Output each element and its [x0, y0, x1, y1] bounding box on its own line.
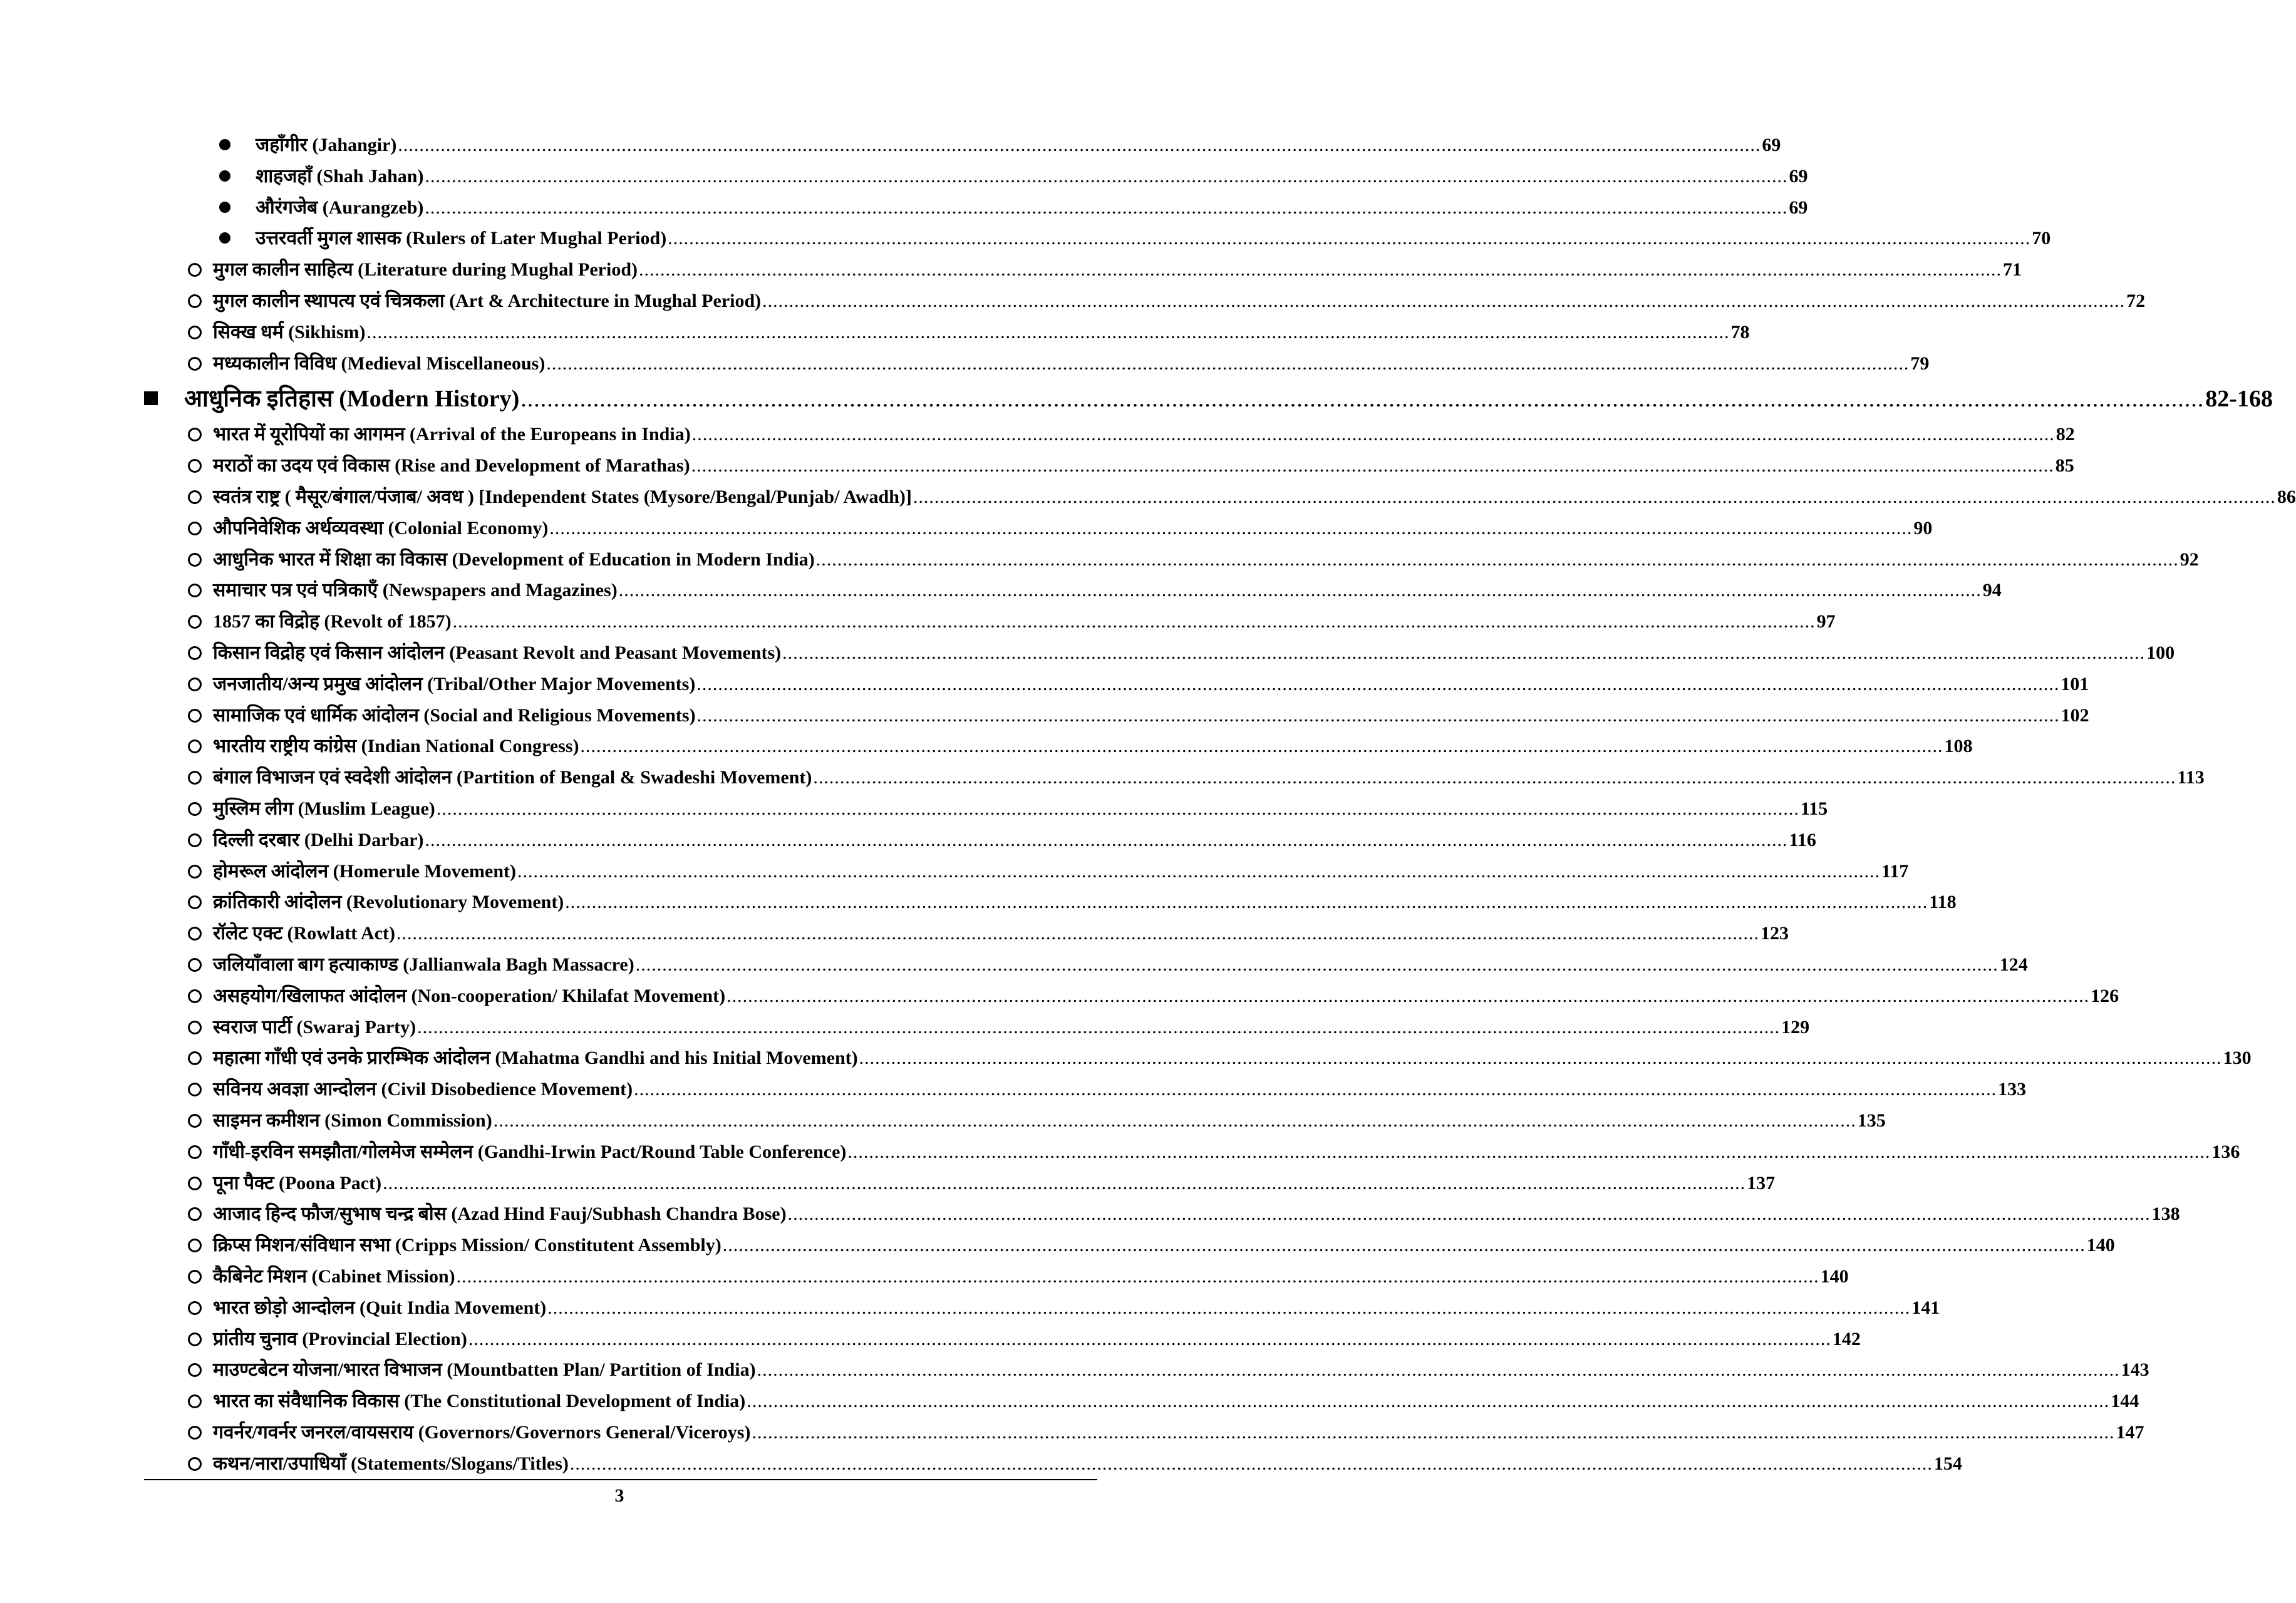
- dot-leader: [747, 1389, 2109, 1414]
- toc-entry-title: कैबिनेट मिशन (Cabinet Mission): [213, 1266, 455, 1287]
- dot-leader: [565, 890, 1928, 915]
- hollow-circle-bullet-icon: [188, 1083, 202, 1096]
- toc-entry-page: 115: [1800, 798, 1828, 819]
- toc-entry-title: कथन/नारा/उपाधियाँ (Statements/Slogans/Titles): [213, 1453, 569, 1474]
- toc-entry-page: 133: [1998, 1079, 2027, 1100]
- toc-entry-title: आधुनिक इतिहास (Modern History): [184, 386, 520, 413]
- toc-entry-page: 118: [1929, 892, 1957, 913]
- dot-leader: [425, 828, 1788, 853]
- toc-entry-page: 78: [1730, 321, 1750, 343]
- dot-leader: [437, 796, 1799, 822]
- toc-entry[interactable]: [188, 351, 1930, 376]
- toc-entry[interactable]: [188, 672, 2089, 697]
- dot-leader: [417, 1015, 1780, 1040]
- toc-entry-page: 136: [2211, 1141, 2240, 1162]
- toc-entry-title: मुगल कालीन स्थापत्य एवं चित्रकला (Art & Architecture in Mughal Period): [213, 291, 762, 311]
- toc-entry-page: 147: [2116, 1422, 2144, 1443]
- hollow-circle-bullet-icon: [188, 646, 202, 660]
- dot-leader: [549, 516, 1912, 541]
- dot-leader: [425, 164, 1787, 189]
- toc-entry-page: 140: [1820, 1266, 1849, 1287]
- toc-entry-title: जहाँगीर (Jahangir): [256, 135, 397, 155]
- toc-entry[interactable]: [188, 890, 1957, 915]
- toc-entry-title: महात्मा गाँधी एवं उनके प्रारम्भिक आंदोलन (Mahatma Gandhi and his Initial Movement): [213, 1048, 858, 1069]
- toc-entry-page: 140: [2086, 1235, 2115, 1256]
- hollow-circle-bullet-icon: [188, 740, 202, 753]
- toc-entry[interactable]: [188, 952, 2028, 977]
- toc-entry-page: 79: [1910, 353, 1930, 374]
- toc-entry[interactable]: [188, 1046, 2252, 1071]
- dot-leader: [634, 1077, 1997, 1102]
- hollow-circle-bullet-icon: [188, 428, 202, 441]
- toc-entry-title: प्रांतीय चुनाव (Provincial Election): [213, 1328, 467, 1349]
- footer-divider: [144, 1479, 1097, 1480]
- toc-entry-title: सविनय अवज्ञा आन्दोलन (Civil Disobedience Movement): [213, 1079, 633, 1100]
- toc-entry-page: 70: [2032, 228, 2051, 249]
- filled-circle-bullet-icon: [219, 139, 230, 150]
- toc-entry[interactable]: [188, 921, 1789, 946]
- toc-entry[interactable]: [188, 289, 2146, 314]
- hollow-circle-bullet-icon: [188, 1114, 202, 1128]
- dot-leader: [859, 1046, 2222, 1071]
- toc-entry[interactable]: [219, 164, 1808, 189]
- toc-entry[interactable]: [188, 1077, 2027, 1102]
- toc-entry[interactable]: [188, 516, 1933, 541]
- toc-entry-title: आधुनिक भारत में शिक्षा का विकास (Development of Education in Modern India): [213, 549, 815, 570]
- hollow-circle-bullet-icon: [188, 1270, 202, 1284]
- toc-entry-title: होमरूल आंदोलन (Homerule Movement): [213, 860, 517, 882]
- toc-entry-page: 137: [1747, 1172, 1776, 1193]
- toc-entry-page: 129: [1781, 1016, 1810, 1038]
- dot-leader: [782, 641, 2145, 666]
- toc-entry-title: माउण्टबेटन योजना/भारत विभाजन (Mountbatten Plan/ Partition of India): [213, 1359, 756, 1381]
- dot-leader: [547, 1296, 1910, 1321]
- toc-entry-title: सामाजिक एवं धार्मिक आंदोलन (Social and Religious Movements): [213, 704, 696, 726]
- toc-entry-title: गाँधी-इरविन समझौता/गोलमेज सम्मेलन (Gandhi-Irwin Pact/Round Table Conference): [213, 1141, 847, 1162]
- dot-leader: [383, 1171, 1745, 1196]
- hollow-circle-bullet-icon: [188, 1457, 202, 1471]
- toc-entry[interactable]: [188, 1140, 2240, 1165]
- dot-leader: [396, 921, 1759, 946]
- hollow-circle-bullet-icon: [188, 989, 202, 1003]
- hollow-circle-bullet-icon: [188, 615, 202, 629]
- toc-entry-page: 113: [2177, 767, 2205, 788]
- toc-entry-page: 72: [2126, 291, 2146, 311]
- dot-leader: [468, 1327, 1831, 1352]
- toc-entry[interactable]: [219, 133, 1781, 158]
- hollow-circle-bullet-icon: [188, 1332, 202, 1346]
- hollow-circle-bullet-icon: [188, 865, 202, 879]
- toc-entry[interactable]: [188, 734, 1973, 759]
- dot-leader: [520, 383, 2204, 415]
- hollow-circle-bullet-icon: [188, 833, 202, 847]
- toc-entry-title: जनजातीय/अन्य प्रमुख आंदोलन (Tribal/Other Major Movements): [213, 673, 696, 694]
- filled-circle-bullet-icon: [219, 232, 230, 244]
- dot-leader: [517, 859, 1880, 884]
- hollow-circle-bullet-icon: [188, 709, 202, 723]
- toc-entry-title: बंगाल विभाजन एवं स्वदेशी आंदोलन (Partition of Bengal & Swadeshi Movement): [213, 767, 812, 788]
- toc-entry-page: 108: [1944, 736, 1973, 757]
- toc-entry[interactable]: [188, 578, 2002, 603]
- toc-entry[interactable]: [188, 257, 2022, 282]
- toc-entry-page: 123: [1761, 923, 1789, 944]
- dot-leader: [813, 765, 2176, 790]
- dot-leader: [692, 422, 2055, 447]
- toc-entry-page: 126: [2091, 985, 2119, 1006]
- dot-leader: [425, 195, 1787, 220]
- toc-entry-title: समाचार पत्र एवं पत्रिकाएँ (Newspapers and Magazines): [213, 580, 618, 601]
- toc-entry-title: मराठों का उदय एवं विकास (Rise and Development of Marathas): [213, 455, 690, 477]
- toc-entry-title: भारतीय राष्ट्रीय कांग्रेस (Indian National Congress): [213, 736, 579, 757]
- toc-entry-page: 154: [1933, 1453, 1962, 1474]
- toc-entry-title: क्रांतिकारी आंदोलन (Revolutionary Movement): [213, 892, 564, 913]
- hollow-circle-bullet-icon: [188, 263, 202, 277]
- hollow-circle-bullet-icon: [188, 553, 202, 567]
- toc-entry-page: 135: [1857, 1110, 1886, 1131]
- toc-entry-title: उत्तरवर्ती मुगल शासक (Rulers of Later Mughal Period): [256, 228, 667, 249]
- filled-circle-bullet-icon: [219, 202, 230, 213]
- dot-leader: [457, 1264, 1819, 1289]
- toc-entry-page: 142: [1832, 1328, 1861, 1349]
- toc-entry-title: 1857 का विद्रोह (Revolt of 1857): [213, 611, 452, 632]
- hollow-circle-bullet-icon: [188, 1426, 202, 1440]
- toc-entry[interactable]: [188, 485, 2296, 510]
- toc-entry-page: 144: [2111, 1391, 2139, 1412]
- page-number: 3: [614, 1485, 624, 1506]
- square-bullet-icon: [144, 391, 158, 405]
- toc-entry[interactable]: [188, 320, 1750, 345]
- toc-entry-page: 100: [2146, 642, 2175, 663]
- hollow-circle-bullet-icon: [188, 771, 202, 785]
- toc-entry-page: 143: [2121, 1359, 2149, 1381]
- toc-entry[interactable]: [188, 1108, 1886, 1133]
- toc-entry-title: औपनिवेशिक अर्थव्यवस्था (Colonial Economy): [213, 517, 549, 539]
- dot-leader: [847, 1140, 2210, 1165]
- toc-entry-title: भारत में यूरोपियों का आगमन (Arrival of the Europeans in India): [213, 424, 691, 445]
- toc-entry[interactable]: [188, 765, 2205, 790]
- toc-entry[interactable]: [188, 1358, 2149, 1383]
- hollow-circle-bullet-icon: [188, 459, 202, 473]
- hollow-circle-bullet-icon: [188, 1145, 202, 1159]
- dot-leader: [367, 320, 1730, 345]
- hollow-circle-bullet-icon: [188, 490, 202, 504]
- toc-entry-page: 85: [2055, 455, 2074, 477]
- toc-entry-page: 69: [1789, 197, 1808, 218]
- hollow-circle-bullet-icon: [188, 326, 202, 339]
- toc-entry[interactable]: [188, 1202, 2180, 1227]
- toc-section-heading[interactable]: [144, 383, 2273, 415]
- hollow-circle-bullet-icon: [188, 1207, 202, 1221]
- toc-entry-page: 71: [2003, 259, 2022, 281]
- toc-entry-page: 82: [2056, 424, 2075, 445]
- hollow-circle-bullet-icon: [188, 584, 202, 597]
- toc-entry[interactable]: [188, 1264, 1849, 1289]
- dot-leader: [494, 1108, 1856, 1133]
- toc-entry[interactable]: [188, 1451, 1962, 1477]
- dot-leader: [639, 257, 2002, 282]
- dot-leader: [816, 547, 2179, 572]
- toc-entry[interactable]: [188, 1015, 1810, 1040]
- toc-entry-title: मुगल कालीन साहित्य (Literature during Mughal Period): [213, 259, 638, 281]
- toc-entry[interactable]: [188, 609, 1836, 634]
- hollow-circle-bullet-icon: [188, 1021, 202, 1034]
- toc-entry-title: असहयोग/खिलाफत आंदोलन (Non-cooperation/ Khilafat Movement): [213, 985, 726, 1006]
- toc-entry-page: 116: [1789, 829, 1816, 850]
- toc-entry-title: स्वराज पार्टी (Swaraj Party): [213, 1016, 416, 1038]
- hollow-circle-bullet-icon: [188, 927, 202, 941]
- dot-leader: [723, 1233, 2086, 1258]
- hollow-circle-bullet-icon: [188, 1239, 202, 1252]
- toc-entry-page: 101: [2061, 673, 2089, 694]
- toc-entry[interactable]: [188, 796, 1828, 822]
- dot-leader: [788, 1202, 2151, 1227]
- dot-leader: [691, 453, 2054, 478]
- dot-leader: [668, 226, 2030, 251]
- toc-entry-title: साइमन कमीशन (Simon Commission): [213, 1110, 492, 1131]
- toc-entry[interactable]: [188, 1327, 1861, 1352]
- toc-entry[interactable]: [188, 703, 2089, 728]
- toc-entry-title: मुस्लिम लीग (Muslim League): [213, 798, 435, 819]
- toc-entry[interactable]: [188, 1296, 1940, 1321]
- hollow-circle-bullet-icon: [188, 357, 202, 371]
- hollow-circle-bullet-icon: [188, 1301, 202, 1315]
- toc-entry[interactable]: [219, 226, 2051, 251]
- hollow-circle-bullet-icon: [188, 1177, 202, 1190]
- toc-entry[interactable]: [188, 1233, 2115, 1258]
- toc-entry-page: 82-168: [2205, 386, 2273, 413]
- toc-entry[interactable]: [188, 547, 2199, 572]
- dot-leader: [398, 133, 1761, 158]
- toc-entry-title: किसान विद्रोह एवं किसान आंदोलन (Peasant Revolt and Peasant Movements): [213, 642, 782, 663]
- toc-entry[interactable]: [219, 195, 1808, 220]
- toc-entry-page: 69: [1789, 165, 1808, 187]
- hollow-circle-bullet-icon: [188, 678, 202, 691]
- toc-entry-title: स्वतंत्र राष्ट्र ( मैसूर/बंगाल/पंजाब/ अवध ) [Independent States (Mysore/Bengal/Punjab/ Awadh)]: [213, 487, 912, 507]
- hollow-circle-bullet-icon: [188, 958, 202, 972]
- toc-entry-page: 94: [1982, 580, 2002, 601]
- hollow-circle-bullet-icon: [188, 1363, 202, 1377]
- hollow-circle-bullet-icon: [188, 1394, 202, 1408]
- toc-entry-page: 90: [1913, 517, 1933, 539]
- toc-entry[interactable]: [188, 641, 2175, 666]
- toc-entry-title: जलियाँवाला बाग हत्याकाण्ड (Jallianwala Bagh Massacre): [213, 954, 634, 975]
- dot-leader: [453, 609, 1816, 634]
- toc-entry-page: 69: [1762, 135, 1781, 155]
- dot-leader: [757, 1358, 2120, 1383]
- toc-entry-page: 102: [2061, 704, 2089, 726]
- hollow-circle-bullet-icon: [188, 522, 202, 535]
- toc-entry[interactable]: [188, 828, 1816, 853]
- toc-entry-title: भारत का संवैधानिक विकास (The Constitutional Development of India): [213, 1391, 746, 1412]
- toc-entry-page: 138: [2151, 1204, 2180, 1225]
- toc-entry-page: 130: [2223, 1048, 2252, 1069]
- toc-entry-title: भारत छोड़ो आन्दोलन (Quit India Movement): [213, 1297, 547, 1318]
- dot-leader: [580, 734, 1943, 759]
- dot-leader: [570, 1451, 1933, 1477]
- toc-entry-page: 141: [1911, 1297, 1940, 1318]
- toc-entry-title: मध्यकालीन विविध (Medieval Miscellaneous): [213, 353, 546, 374]
- filled-circle-bullet-icon: [219, 170, 230, 182]
- dot-leader: [697, 703, 2060, 728]
- toc-entry-title: शाहजहाँ (Shah Jahan): [256, 165, 424, 187]
- toc-entry-page: 124: [1999, 954, 2028, 975]
- dot-leader: [913, 485, 2276, 510]
- toc-entry[interactable]: [188, 422, 2075, 447]
- toc-entry[interactable]: [188, 1389, 2139, 1414]
- toc-entry-title: क्रिप्स मिशन/संविधान सभा (Cripps Mission/ Constitutent Assembly): [213, 1235, 721, 1256]
- toc-entry-title: सिक्ख धर्म (Sikhism): [213, 321, 366, 343]
- toc-entry[interactable]: [188, 1171, 1776, 1196]
- toc-entry-page: 92: [2180, 549, 2199, 570]
- hollow-circle-bullet-icon: [188, 1051, 202, 1065]
- toc-entry-page: 117: [1881, 860, 1909, 882]
- toc-entry-title: औरंगजेब (Aurangzeb): [256, 197, 424, 218]
- toc-entry-title: गवर्नर/गवर्नर जनरल/वायसराय (Governors/Governors General/Viceroys): [213, 1422, 751, 1443]
- toc-entry[interactable]: [188, 859, 1909, 884]
- dot-leader: [619, 578, 1982, 603]
- hollow-circle-bullet-icon: [188, 802, 202, 816]
- hollow-circle-bullet-icon: [188, 895, 202, 909]
- dot-leader: [636, 952, 1999, 977]
- dot-leader: [752, 1420, 2114, 1445]
- dot-leader: [762, 289, 2125, 314]
- toc-entry-page: 86: [2277, 487, 2296, 507]
- dot-leader: [546, 351, 1909, 376]
- toc-entry-title: पूना पैक्ट (Poona Pact): [213, 1172, 382, 1193]
- toc-entry[interactable]: [188, 453, 2074, 478]
- toc-entry[interactable]: [188, 984, 2119, 1009]
- hollow-circle-bullet-icon: [188, 294, 202, 308]
- toc-entry-title: आजाद हिन्द फौज/सुभाष चन्द्र बोस (Azad Hind Fauj/Subhash Chandra Bose): [213, 1204, 787, 1225]
- toc-entry[interactable]: [188, 1420, 2144, 1445]
- dot-leader: [727, 984, 2089, 1009]
- toc-entry-page: 97: [1816, 611, 1836, 632]
- toc-entry-title: दिल्ली दरबार (Delhi Darbar): [213, 829, 424, 850]
- toc-entry-title: रॉलेट एक्ट (Rowlatt Act): [213, 923, 396, 944]
- dot-leader: [696, 672, 2059, 697]
